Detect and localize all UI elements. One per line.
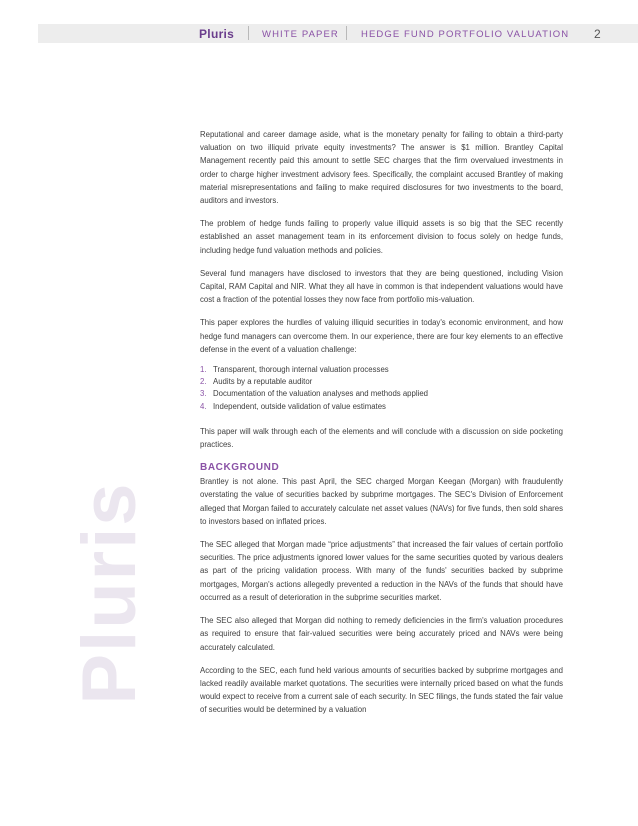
paragraph: This paper explores the hurdles of valuing illiquid securities in today's economic environment, and how hedge fund managers can overcome them. In our experience, there are four key elements to an effective defense in the event of a valuation challenge: bbox=[200, 318, 563, 354]
paragraph: The SEC alleged that Morgan made “price adjustments” that increased the fair values of certain portfolio securities. The price adjustments ignored lower values for the same securities quoted by various dealers as part of the pricing validation process. With many of the funds' securities backed by subprime mortgages, Morgan's actions allegedly prevented a reduction in the NAVs of the funds that should have occurred as a result of deterioration in the subprime securities market. bbox=[200, 540, 563, 602]
page-number: 2 bbox=[594, 27, 601, 41]
header-separator bbox=[346, 26, 347, 40]
section-heading: BACKGROUND bbox=[200, 462, 280, 474]
list-item: 3. Documentation of the valuation analyses and methods applied bbox=[200, 389, 428, 399]
paragraph: The SEC also alleged that Morgan did nothing to remedy deficiencies in the firm's valuation procedures as required to ensure that fair-valued securities were being accurately priced and NAVs were being accurately calculated. bbox=[200, 616, 563, 652]
list-item: 2. Audits by a reputable auditor bbox=[200, 377, 313, 387]
list-item: 1. Transparent, thorough internal valuation processes bbox=[200, 365, 389, 375]
list-item: 4. Independent, outside validation of value estimates bbox=[200, 401, 386, 411]
paragraph: The problem of hedge funds failing to properly value illiquid assets is so big that the SEC recently established an asset management team in its enforcement division to focus solely on hedge funds, including hedge fund valuation methods and policies. bbox=[200, 219, 563, 255]
paragraph: Reputational and career damage aside, what is the monetary penalty for failing to obtain a third-party valuation on two illiquid private equity investments? The answer is $1 million. Brantley Capital Management recently paid this amount to settle SEC charges that the firm overvalued investments in order to charge higher investment advisory fees. Specifically, the complaint accused Brantley of making material misrepresentations and failing to make required disclosures for two investments to the board, auditors and investors. bbox=[200, 130, 563, 206]
key-elements-list bbox=[200, 364, 563, 413]
paragraph: According to the SEC, each fund held various amounts of securities backed by subprime mortgages and lacked readily available market quotations. The securities were internally priced based on what the funds would expect to receive from a current sale of each security. In SEC filings, the funds stated the fair value of securities would be determined by a valuation bbox=[200, 665, 563, 715]
header-separator bbox=[248, 26, 249, 40]
watermark-text: Pluris bbox=[67, 481, 152, 705]
logo-watermark bbox=[67, 428, 152, 758]
document-body bbox=[200, 128, 563, 727]
paragraph: This paper will walk through each of the elements and will conclude with a discussion on side pocketing practices. bbox=[200, 426, 563, 450]
header-document-title: HEDGE FUND PORTFOLIO VALUATION bbox=[361, 29, 570, 40]
paragraph: Several fund managers have disclosed to investors that they are being questioned, including Vision Capital, RAM Capital and NIR. What they all have in common is that independent valuations would have cost a fraction of the potential losses they now face from portfolio mis-valuation. bbox=[200, 268, 563, 305]
paragraph: Brantley is not alone. This past April, the SEC charged Morgan Keegan (Morgan) with fraudulently overstating the value of securities backed by subprime mortgages. The SEC's Division of Enforcement alleged that Morgan failed to accurately calculate net asset values (NAVs) for five funds, then sold shares to investors based on inflated prices. bbox=[200, 477, 563, 526]
header-logo: Pluris bbox=[199, 27, 235, 41]
header-section-label: WHITE PAPER bbox=[262, 29, 339, 40]
